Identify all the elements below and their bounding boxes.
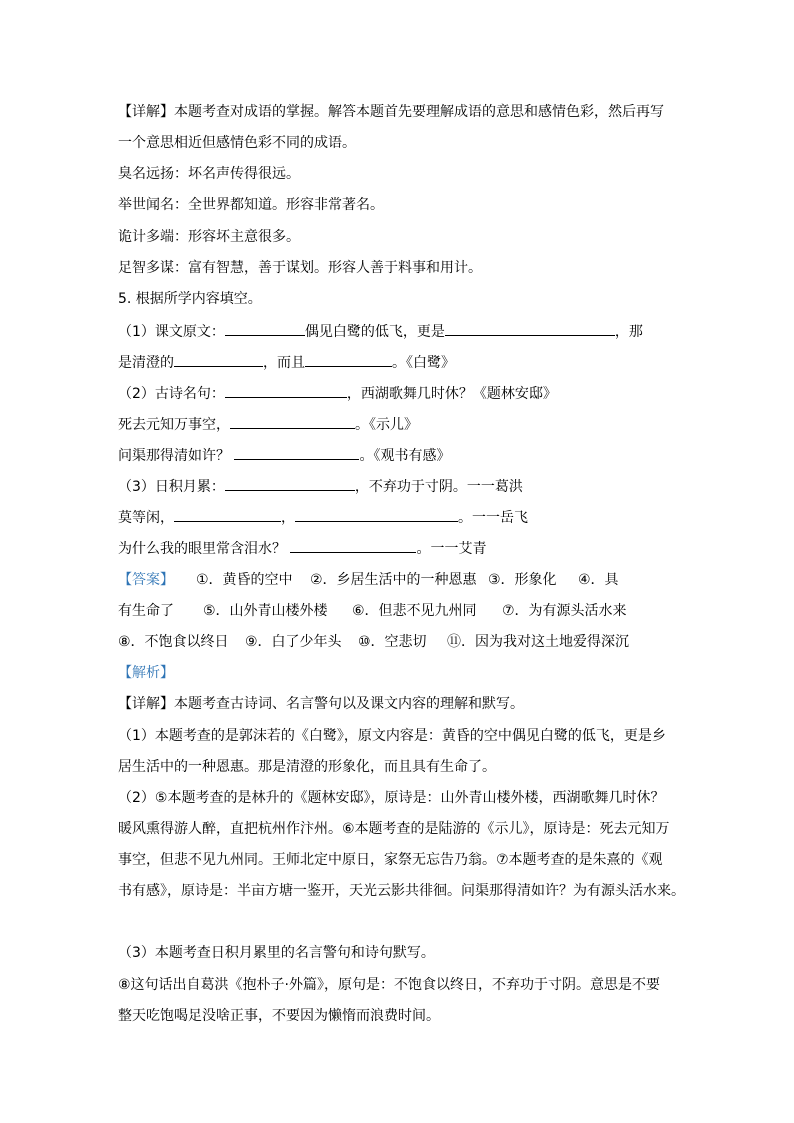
text: ，不弃功于寸阴。一一葛洪 [354, 479, 523, 495]
analysis-line: 暖风熏得游人醉，直把杭州作汴州。⑥本题考查的是陆游的《示儿》，原诗是：死去元知万 [118, 821, 670, 837]
answer-item: 有生命了 [118, 603, 174, 619]
fill-blank [290, 538, 416, 553]
question-line [118, 414, 418, 434]
text: 偶见白鹭的低飞，更是 [304, 324, 445, 340]
text: 。《观书有感》 [359, 448, 451, 464]
text: 问渠那得清如许？ [118, 448, 235, 464]
detail-line: 【详解】本题考查对成语的掌握。解答本题首先要理解成语的意思和感情色彩，然后再写 [118, 104, 664, 120]
text: （2）古诗名句： [118, 386, 225, 402]
answer-item: ⑥．但悲不见九州同 [352, 603, 477, 619]
answer-item: ⑤．山外青山楼外楼 [203, 603, 328, 619]
fill-blank [174, 352, 263, 367]
detail-line: 诡计多端：形容坏主意很多。 [118, 229, 300, 245]
question-line [118, 476, 523, 496]
analysis-line: 居生活中的一种恩惠。那是清澄的形象化，而且具有生命了。 [118, 759, 496, 775]
text: 是清澄的 [118, 355, 174, 371]
fill-blank [174, 507, 281, 522]
answer-label: 【答案】 [118, 572, 174, 588]
detail-line: 举世闻名：全世界都知道。形容非常著名。 [118, 197, 384, 213]
detail-line: 臭名远扬：坏名声传得很远。 [118, 166, 300, 182]
answer-item: ②．乡居生活中的一种恩惠 [310, 572, 477, 588]
text: ， [281, 510, 295, 526]
text: ，西湖歌舞几时休？《题林安邸》 [346, 386, 557, 402]
fill-blank [295, 507, 458, 522]
answer-item: ③．形象化 [488, 572, 557, 588]
fill-blank [225, 383, 347, 398]
answer-item: ④．具 [578, 572, 619, 588]
answer-item: ⑩．空悲切 [358, 634, 427, 650]
question-title: 5. 根据所学内容填空。 [118, 291, 262, 307]
question-line [118, 507, 528, 527]
analysis-line: （1）本题考查的是郭沫若的《白鹭》，原文内容是：黄昏的空中偶见白鹭的低飞，更是乡 [118, 728, 666, 744]
analysis-line: 整天吃饱喝足没啥正事，不要因为懒惰而浪费时间。 [118, 1008, 440, 1024]
text: 。《白鹭》 [392, 355, 455, 371]
text: （3）日积月累： [118, 479, 225, 495]
fill-blank [230, 414, 355, 429]
answer-item: ⑧．不饱食以终日 [118, 634, 229, 650]
analysis-line: 事空，但悲不见九州同。王师北定中原日，家祭无忘告乃翁。⑦本题考查的是朱熹的《观 [118, 852, 663, 868]
fill-blank [305, 352, 392, 367]
text: ，那 [614, 324, 643, 340]
answer-item: ①．黄昏的空中 [196, 572, 293, 588]
text: 。一一艾青 [416, 541, 487, 557]
text: 为什么我的眼里常含泪水？ [118, 541, 291, 557]
detail-line: 一个意思相近但感情色彩不同的成语。 [118, 135, 356, 151]
fill-blank [225, 321, 305, 336]
question-line [118, 321, 643, 341]
detail-line: 足智多谋：富有智慧，善于谋划。形容人善于料事和用计。 [118, 260, 482, 276]
question-line [118, 538, 486, 558]
text: 死去元知万事空， [118, 417, 230, 433]
text: ，而且 [263, 355, 305, 371]
question-line [118, 383, 557, 403]
answer-item: ⑦．为有源头活水来 [502, 603, 627, 619]
fill-blank [225, 476, 355, 491]
text: （1）课文原文： [118, 324, 225, 340]
analysis-label: 【解析】 [118, 665, 174, 681]
analysis-line: ⑧这句话出自葛洪《抱朴子·外篇》，原句是：不饱食以终日，不弃功于寸阴。意思是不要 [118, 977, 660, 993]
answer-item: ⑨．白了少年头 [245, 634, 342, 650]
fill-blank [445, 321, 615, 336]
text: 。一一岳飞 [458, 510, 528, 526]
fill-blank [234, 445, 359, 460]
answer-item: ⑪．因为我对这土地爱得深沉 [447, 634, 629, 650]
analysis-line: 书有感》，原诗是：半亩方塘一鉴开，天光云影共徘徊。问渠那得清如许？为有源头活水来。 [118, 883, 685, 899]
text: 莫等闲， [118, 510, 174, 526]
analysis-line: （3）本题考查日积月累里的名言警句和诗句默写。 [118, 945, 435, 961]
question-line [118, 445, 450, 465]
analysis-line: （2）⑤本题考查的是林升的《题林安邸》，原诗是：山外青山楼外楼，西湖歌舞几时休？ [118, 790, 665, 806]
text: 。《示儿》 [355, 417, 418, 433]
analysis-line: 【详解】本题考查古诗词、名言警句以及课文内容的理解和默写。 [118, 696, 524, 712]
question-line [118, 352, 455, 372]
